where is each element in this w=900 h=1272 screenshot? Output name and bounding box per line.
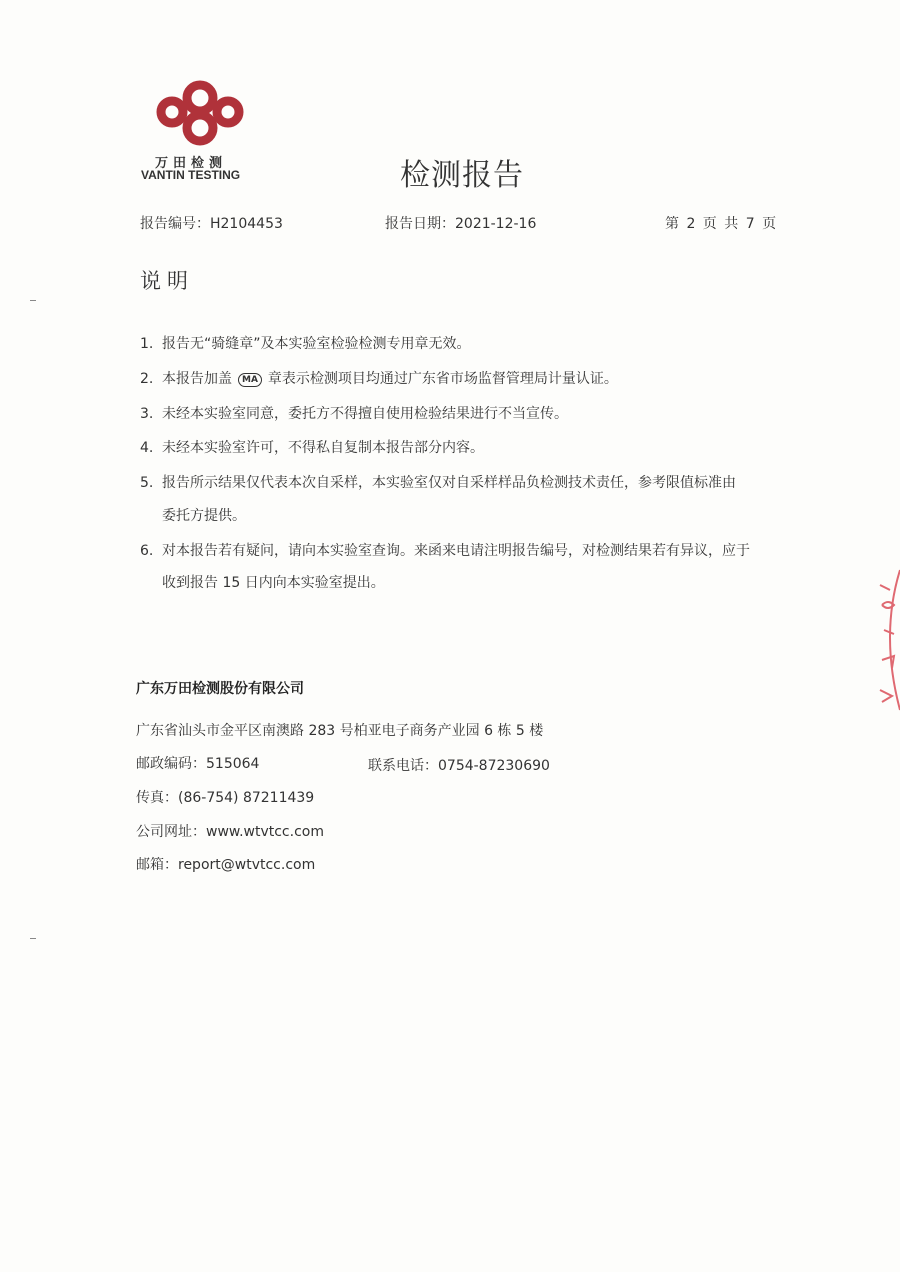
logo-emblem-icon bbox=[150, 78, 250, 148]
section-heading: 说明 bbox=[140, 269, 194, 293]
note-item: 1. 报告无“骑缝章”及本实验室检验检测专用章无效。 bbox=[140, 336, 471, 352]
note-item: 4. 未经本实验室许可，不得私自复制本报告部分内容。 bbox=[140, 440, 484, 456]
logo-text-en: VANTIN TESTING bbox=[141, 168, 241, 182]
seam-seal-stamp bbox=[860, 565, 900, 715]
cma-mark-icon: MA bbox=[238, 373, 262, 387]
website: 公司网址：www.wtvtcc.com bbox=[136, 824, 324, 840]
postcode: 邮政编码：515064 bbox=[136, 756, 260, 772]
note-item: 3. 未经本实验室同意，委托方不得擅自使用检验结果进行不当宣传。 bbox=[140, 406, 568, 422]
scan-mark bbox=[30, 938, 36, 939]
fax: 传真：(86-754) 87211439 bbox=[136, 790, 315, 806]
logo-text-cn: 万田检测 bbox=[155, 156, 228, 171]
company-logo bbox=[150, 78, 250, 152]
company-address: 广东省汕头市金平区南澳路 283 号柏亚电子商务产业园 6 栋 5 楼 bbox=[136, 723, 544, 739]
email: 邮箱：report@wtvtcc.com bbox=[136, 857, 316, 873]
note-item-continuation: 收到报告 15 日内向本实验室提出。 bbox=[162, 575, 385, 591]
note-item-continuation: 委托方提供。 bbox=[162, 508, 246, 524]
note-item: 2. 本报告加盖 MA 章表示检测项目均通过广东省市场监督管理局计量认证。 bbox=[140, 371, 618, 387]
note-item: 5. 报告所示结果仅代表本次自采样，本实验室仅对自采样样品负检测技术责任，参考限值标准由 bbox=[140, 475, 736, 491]
page-title: 检测报告 bbox=[400, 158, 524, 193]
phone: 联系电话：0754-87230690 bbox=[368, 758, 550, 774]
scan-mark bbox=[30, 300, 36, 301]
note-item: 6. 对本报告若有疑问，请向本实验室查询。来函来电请注明报告编号，对检测结果若有异议，应于 bbox=[140, 543, 750, 559]
company-name: 广东万田检测股份有限公司 bbox=[136, 681, 304, 697]
page-number: 第 2 页 共 7 页 bbox=[665, 216, 777, 232]
report-number: 报告编号：H2104453 bbox=[140, 216, 283, 232]
report-date: 报告日期：2021-12-16 bbox=[385, 216, 537, 232]
